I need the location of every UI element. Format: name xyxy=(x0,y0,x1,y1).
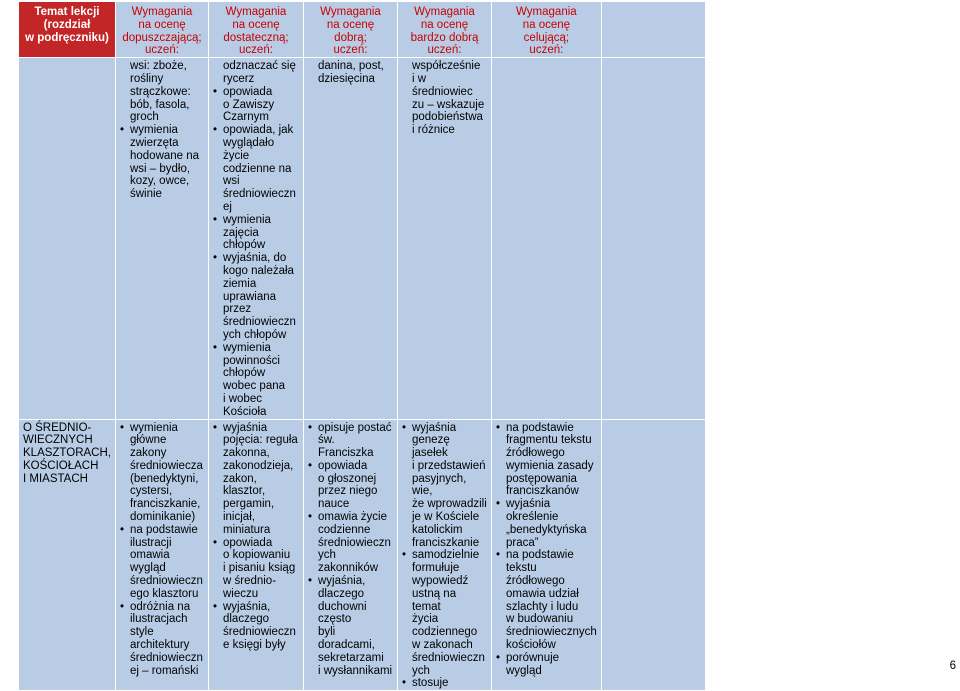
list-item-line: ej – romański xyxy=(129,664,199,677)
list-item-line: kozy, owce, xyxy=(129,175,190,188)
list-item-line: wypowiedź xyxy=(411,575,469,588)
dopuszczajaca-cell xyxy=(115,419,208,691)
list-item-line: • wyjaśnia xyxy=(411,421,457,434)
list-item-line: praca” xyxy=(505,536,539,549)
list-item-line: ych chłopów xyxy=(222,328,287,341)
list-item-line: zwierzęta xyxy=(129,136,179,149)
list-item-line: style xyxy=(129,626,154,639)
list-item-line: • wymienia xyxy=(222,341,271,354)
list-item xyxy=(308,575,393,677)
list-item-line: franciszkanów xyxy=(505,485,579,498)
list-item-line: określenie xyxy=(505,511,559,524)
list-item-line: byli doradcami, xyxy=(317,626,375,652)
list-item-line: źródłowego xyxy=(505,447,565,460)
list-item xyxy=(402,60,487,137)
list-item-line: • samodzielnie xyxy=(411,549,480,562)
list-item-line: hodowane na xyxy=(129,149,200,162)
list-item-line: że wprowadzili xyxy=(411,498,487,511)
list-item xyxy=(308,422,393,460)
header-line: bardzo dobrą xyxy=(410,31,479,44)
list-item-line: średniowieczn xyxy=(222,316,296,329)
requirements-list xyxy=(496,422,597,678)
list-item-line: średniowieczn xyxy=(411,651,485,664)
dobra-cell xyxy=(303,58,397,419)
list-item-line: odznaczać się xyxy=(222,60,296,73)
list-item-line: i różnice xyxy=(411,124,455,137)
header-dopuszczajaca xyxy=(115,2,208,58)
list-item-line: klasztor, xyxy=(222,485,266,498)
list-item-line: ilustracji xyxy=(129,536,172,549)
list-item-line: pojęcia: reguła xyxy=(222,434,298,447)
bardzo-dobra-cell xyxy=(397,419,491,691)
celujaca-cell xyxy=(491,419,601,691)
list-item-line: omawia wygląd xyxy=(129,549,170,575)
dostateczna-cell xyxy=(208,419,303,691)
list-item-line: współcześnie xyxy=(411,60,481,73)
list-item-line: zakon, xyxy=(222,472,257,485)
list-item-line: średniowieczn xyxy=(222,626,296,639)
list-item-line: przez niego xyxy=(317,485,378,498)
list-item-line: średniowieczn xyxy=(317,536,391,549)
list-item-line: danina, post, xyxy=(317,60,384,73)
list-item-line: ego klasztoru xyxy=(129,587,199,600)
list-item xyxy=(496,422,597,499)
list-item-line: „benedyktyńska xyxy=(505,523,587,536)
list-item-line: inicjał, xyxy=(222,511,255,524)
list-item-line: duchowni xyxy=(317,600,367,613)
list-item xyxy=(308,511,393,575)
list-item-line: katolickim xyxy=(411,523,463,536)
list-item-line: szlachty i ludu xyxy=(505,600,579,613)
list-item-line: pasyjnych, wie, xyxy=(411,472,467,498)
list-item-line: uprawiana xyxy=(222,290,277,303)
header-line: na ocenę xyxy=(138,18,186,31)
list-item xyxy=(213,537,299,601)
list-item xyxy=(213,214,299,252)
list-item-line: główne zakony xyxy=(129,434,167,460)
header-dobra xyxy=(303,2,397,58)
list-item-line: architektury xyxy=(129,639,190,652)
list-item-line: • opowiada xyxy=(317,459,368,472)
list-item-line: tekstu źródłowego xyxy=(505,562,565,588)
topic-cell xyxy=(19,58,116,419)
list-item xyxy=(120,422,204,524)
header-line: uczeń: xyxy=(145,44,179,57)
list-item-line: w budowaniu xyxy=(505,613,574,626)
list-item-line: fragmentu tekstu xyxy=(505,434,592,447)
list-item-line: • na podstawie xyxy=(505,549,574,562)
topic-cell xyxy=(19,419,116,691)
list-item-line: rośliny xyxy=(129,72,164,85)
list-item-line: cystersi, xyxy=(129,485,173,498)
list-item-line: wsi: zboże, xyxy=(129,60,187,73)
list-item-line: ustną na temat xyxy=(411,587,457,613)
list-item-line: • omawia życie xyxy=(317,511,388,524)
list-item-line: codziennego xyxy=(411,626,478,639)
list-item-line: • wymienia xyxy=(129,421,178,434)
list-item-line: powinności xyxy=(222,354,280,367)
requirements-list xyxy=(308,60,393,86)
dobra-cell xyxy=(303,419,397,691)
list-item-line: Kościoła xyxy=(222,405,267,418)
list-item-line: miniatura xyxy=(222,523,271,536)
list-item-line: • wymienia xyxy=(222,213,271,226)
list-item-line: ej xyxy=(222,200,232,213)
list-item-line: o głoszonej xyxy=(317,472,377,485)
list-item-line: ziemia xyxy=(222,277,257,290)
list-item-line: franciszkanie, xyxy=(129,498,201,511)
list-item-line: średniowieczn xyxy=(129,651,203,664)
list-item-line: • wyjaśnia, xyxy=(317,575,366,588)
list-item-line: wymienia zasady xyxy=(505,459,594,472)
topic-line: WIECZNYCH xyxy=(23,434,93,447)
list-item-line: i pisaniu ksiąg xyxy=(222,562,296,575)
list-item-line: życie xyxy=(222,149,250,162)
header-line: Wymagania xyxy=(131,6,193,18)
list-item-line: codzienne xyxy=(317,523,371,536)
list-item xyxy=(402,422,487,550)
list-item-line: • wyjaśnia, xyxy=(222,600,271,613)
list-item-line: wieczu xyxy=(222,587,259,600)
celujaca-cell xyxy=(491,58,601,419)
list-item-line: zajęcia xyxy=(222,226,259,239)
empty-cell xyxy=(601,419,705,691)
list-item-line: kościołów xyxy=(505,639,556,652)
list-item xyxy=(213,422,299,537)
list-item-line: pergamin, xyxy=(222,498,275,511)
requirements-list xyxy=(213,60,299,418)
list-item-line: życia xyxy=(411,613,439,626)
requirements-list xyxy=(402,422,487,691)
list-item-line: postępowania xyxy=(505,472,577,485)
list-item xyxy=(120,60,204,124)
list-item xyxy=(120,124,204,201)
list-item xyxy=(213,124,299,214)
header-line: Temat lekcji xyxy=(34,6,100,18)
list-item-line: (benedyktyni, xyxy=(129,472,199,485)
list-item xyxy=(213,342,299,419)
table-row xyxy=(19,419,706,691)
list-item xyxy=(496,652,597,678)
list-item-line: nauce xyxy=(317,498,350,511)
list-item-line: rycerz xyxy=(222,72,255,85)
page-number: 6 xyxy=(949,660,956,672)
header-celujaca xyxy=(491,2,601,58)
list-item xyxy=(496,549,597,651)
list-item xyxy=(496,498,597,549)
list-item-line: franciszkanie xyxy=(411,536,480,549)
empty-cell xyxy=(601,58,705,419)
header-line: dobrą; xyxy=(334,31,367,44)
list-item-line: • na podstawie xyxy=(505,421,574,434)
list-item-line: chłopów xyxy=(222,367,266,380)
header-line: na ocenę xyxy=(522,18,571,31)
list-item-line: • odróżnia na xyxy=(129,600,191,613)
list-item-line: kogo należała xyxy=(222,264,294,277)
list-item-line: • opowiada xyxy=(222,85,273,98)
list-item xyxy=(308,460,393,511)
list-item-line: ilustracjach xyxy=(129,613,188,626)
list-item xyxy=(402,677,487,690)
list-item-line: bób, fasola, xyxy=(129,98,190,111)
header-line: dopuszczającą; xyxy=(122,31,202,44)
requirements-list xyxy=(308,422,393,678)
header-row xyxy=(19,2,706,58)
header-topic xyxy=(19,2,116,58)
list-item xyxy=(308,60,393,86)
header-line: (rozdział xyxy=(43,18,91,31)
list-item-line: średniowieczn xyxy=(222,188,296,201)
list-item-line: je w Kościele xyxy=(411,511,480,524)
header-line: celującą; xyxy=(523,31,570,44)
list-item-line: świnie xyxy=(129,188,162,201)
list-item-line: dlaczego xyxy=(317,587,365,600)
header-line: uczeń: xyxy=(529,44,564,57)
list-item-line: • wyjaśnia xyxy=(222,421,268,434)
list-item-line: formułuje xyxy=(411,562,460,575)
list-item-line: e księgi były xyxy=(222,639,286,652)
list-item-line: i przedstawień xyxy=(411,459,486,472)
header-line: na ocenę xyxy=(326,18,375,31)
list-item-line: w zakonach xyxy=(411,639,473,652)
list-item-line: i w średniowiec xyxy=(411,72,473,98)
requirements-list xyxy=(120,60,204,201)
requirements-list xyxy=(120,422,204,678)
list-item-line: ych xyxy=(411,664,430,677)
list-item-line: o Zawiszy xyxy=(222,98,275,111)
header-line: uczeń: xyxy=(427,44,462,57)
header-line: na ocenę xyxy=(232,18,280,31)
list-item-line: i wobec xyxy=(222,392,262,405)
list-item-line: • opowiada, jak xyxy=(222,124,294,137)
list-item-line: wyglądało xyxy=(222,136,275,149)
header-line: Wymagania xyxy=(320,6,381,18)
list-item-line: • wymienia xyxy=(129,124,178,137)
list-item-line: wsi – bydło, xyxy=(129,162,191,175)
list-item-line: św. Franciszka xyxy=(317,434,374,460)
list-item-line: średniowiecza xyxy=(129,459,203,472)
topic-line: KLASZTORACH, xyxy=(23,447,111,460)
header-line: w podręczniku) xyxy=(25,31,109,44)
header-line: Wymagania xyxy=(414,6,475,18)
list-item xyxy=(213,60,299,86)
header-empty xyxy=(601,2,705,58)
list-item-line: wobec pana xyxy=(222,380,286,393)
header-line: Wymagania xyxy=(516,6,577,18)
header-bardzo-dobra xyxy=(397,2,491,58)
list-item-line: Czarnym xyxy=(222,111,269,124)
topic-line: I MIASTACH xyxy=(23,472,88,485)
list-item-line: zakonna, xyxy=(222,447,270,460)
list-item-line: chłopów xyxy=(222,239,266,252)
list-item-line: strączkowe: xyxy=(129,85,191,98)
list-item-line: • stosuje xyxy=(411,677,449,690)
requirements-table xyxy=(18,1,706,691)
dostateczna-cell xyxy=(208,58,303,419)
list-item-line: dlaczego xyxy=(222,613,270,626)
list-item-line: przez xyxy=(222,303,252,316)
list-item-line: • wyjaśnia xyxy=(505,498,551,511)
list-item-line: • wyjaśnia, do xyxy=(222,252,287,265)
requirements-list xyxy=(213,422,299,652)
dopuszczajaca-cell xyxy=(115,58,208,419)
header-line: Wymagania xyxy=(225,6,287,18)
header-line: dostateczną; xyxy=(223,31,289,44)
table-row xyxy=(19,58,706,419)
list-item-line: w średnio- xyxy=(222,575,277,588)
header-dostateczna xyxy=(208,2,303,58)
list-item-line: • porównuje wygląd xyxy=(505,651,560,677)
list-item-line: często xyxy=(317,613,352,626)
list-item-line: zakonodzieja, xyxy=(222,459,294,472)
list-item xyxy=(120,601,204,678)
list-item xyxy=(120,524,204,601)
list-item-line: zu – wskazuje xyxy=(411,98,485,111)
topic-line: KOŚCIOŁACH xyxy=(23,459,99,472)
list-item-line: • opisuje postać xyxy=(317,421,392,434)
list-item-line: o kopiowaniu xyxy=(222,549,291,562)
list-item-line: genezę jasełek xyxy=(411,434,450,460)
list-item-line: średniowiecznych xyxy=(505,626,597,639)
list-item-line: zakonników xyxy=(317,562,379,575)
list-item-line: wsi xyxy=(222,175,240,188)
list-item-line: groch xyxy=(129,111,159,124)
list-item-line: sekretarzami xyxy=(317,651,384,664)
header-line: uczeń: xyxy=(239,44,273,57)
list-item-line: • na podstawie xyxy=(129,523,198,536)
list-item-line: • opowiada xyxy=(222,536,273,549)
topic-line: O ŚREDNIO- xyxy=(23,421,92,434)
list-item-line: i wysłannikami xyxy=(317,664,393,677)
list-item-line: ych xyxy=(317,549,336,562)
list-item xyxy=(402,549,487,677)
list-item xyxy=(213,601,299,652)
list-item-line: dominikanie) xyxy=(129,511,196,524)
header-line: uczeń: xyxy=(333,44,368,57)
list-item xyxy=(213,252,299,342)
list-item-line: dziesięcina xyxy=(317,72,375,85)
list-item-line: codzienne na xyxy=(222,162,292,175)
bardzo-dobra-cell xyxy=(397,58,491,419)
list-item-line: podobieństwa xyxy=(411,111,483,124)
list-item xyxy=(213,86,299,124)
header-line: na ocenę xyxy=(420,18,469,31)
requirements-list xyxy=(402,60,487,137)
list-item-line: średniowieczn xyxy=(129,575,203,588)
list-item-line: omawia udział xyxy=(505,587,579,600)
